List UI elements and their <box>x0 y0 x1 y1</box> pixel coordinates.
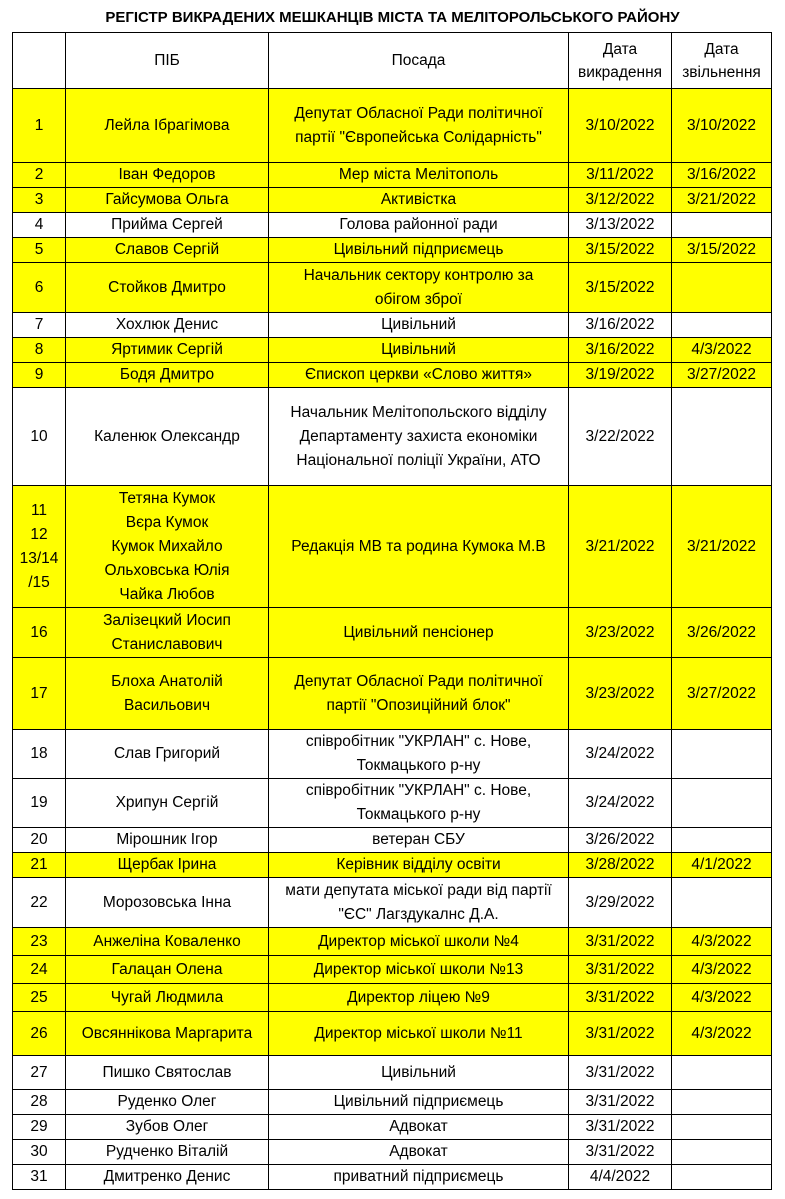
header-name: ПІБ <box>66 33 269 89</box>
cell-date-abducted: 3/28/2022 <box>569 853 672 878</box>
cell-date-abducted: 3/23/2022 <box>569 658 672 730</box>
cell-position: співробітник "УКРЛАН" с. Нове, Токмацького р-ну <box>269 779 569 828</box>
cell-position: Депутат Обласної Ради політичної партії "Опозиційний блок" <box>269 658 569 730</box>
cell-num: 11 12 13/14 /15 <box>13 486 66 608</box>
cell-date-abducted: 3/16/2022 <box>569 338 672 363</box>
cell-date-abducted: 3/15/2022 <box>569 263 672 313</box>
cell-name: Щербак Ірина <box>66 853 269 878</box>
page-title: РЕГІСТР ВИКРАДЕНИХ МЕШКАНЦІВ МІСТА ТА МЕЛІТОРОЛЬСЬКОГО РАЙОНУ <box>105 9 680 26</box>
cell-num: 28 <box>13 1090 66 1115</box>
cell-date-abducted: 3/15/2022 <box>569 238 672 263</box>
cell-position: Єпископ церкви «Слово життя» <box>269 363 569 388</box>
cell-num: 21 <box>13 853 66 878</box>
cell-date-released <box>672 388 772 486</box>
cell-position: приватний підприємець <box>269 1165 569 1190</box>
cell-num: 31 <box>13 1165 66 1190</box>
cell-date-abducted: 3/23/2022 <box>569 608 672 658</box>
cell-num: 30 <box>13 1140 66 1165</box>
cell-date-released: 3/27/2022 <box>672 658 772 730</box>
cell-date-released <box>672 213 772 238</box>
cell-position: Начальник Мелітопольского відділу Департаменту захиста економіки Національної поліції України, АТО <box>269 388 569 486</box>
cell-date-abducted: 3/11/2022 <box>569 163 672 188</box>
cell-num: 20 <box>13 828 66 853</box>
cell-position: Активістка <box>269 188 569 213</box>
cell-position: Голова районної ради <box>269 213 569 238</box>
table-row <box>13 1056 772 1090</box>
cell-date-released: 3/21/2022 <box>672 486 772 608</box>
cell-num: 1 <box>13 89 66 163</box>
cell-num: 10 <box>13 388 66 486</box>
cell-date-released <box>672 1140 772 1165</box>
cell-date-abducted: 3/13/2022 <box>569 213 672 238</box>
cell-date-abducted: 3/31/2022 <box>569 1115 672 1140</box>
table-row <box>13 779 772 828</box>
table-row <box>13 1012 772 1056</box>
table-row <box>13 1090 772 1115</box>
cell-date-released <box>672 828 772 853</box>
cell-date-released: 3/21/2022 <box>672 188 772 213</box>
cell-name: Стойков Дмитро <box>66 263 269 313</box>
cell-name: Галацан Олена <box>66 956 269 984</box>
cell-date-abducted: 3/24/2022 <box>569 730 672 779</box>
cell-name: Іван Федоров <box>66 163 269 188</box>
cell-name: Тетяна Кумок Вєра Кумок Кумок Михайло Ольховська Юлія Чайка Любов <box>66 486 269 608</box>
cell-position: Директор міської школи №11 <box>269 1012 569 1056</box>
header-position: Посада <box>269 33 569 89</box>
cell-date-released <box>672 779 772 828</box>
cell-date-released: 3/27/2022 <box>672 363 772 388</box>
cell-position: Цивільний <box>269 313 569 338</box>
table-row <box>13 238 772 263</box>
table-row <box>13 388 772 486</box>
cell-date-abducted: 3/31/2022 <box>569 956 672 984</box>
cell-num: 24 <box>13 956 66 984</box>
cell-position: Цивільний <box>269 338 569 363</box>
cell-date-abducted: 3/31/2022 <box>569 984 672 1012</box>
cell-date-released: 3/16/2022 <box>672 163 772 188</box>
cell-date-abducted: 3/24/2022 <box>569 779 672 828</box>
cell-date-abducted: 3/22/2022 <box>569 388 672 486</box>
cell-name: Гайсумова Ольга <box>66 188 269 213</box>
cell-position: Адвокат <box>269 1140 569 1165</box>
table-row <box>13 1165 772 1190</box>
table-row <box>13 1115 772 1140</box>
table-row <box>13 956 772 984</box>
cell-name: Дмитренко Денис <box>66 1165 269 1190</box>
cell-date-released: 3/10/2022 <box>672 89 772 163</box>
table-row <box>13 338 772 363</box>
cell-date-released: 4/3/2022 <box>672 338 772 363</box>
cell-position: Директор міської школи №4 <box>269 928 569 956</box>
cell-position: Цивільний підприємець <box>269 238 569 263</box>
table-row <box>13 658 772 730</box>
cell-name: Пишко Святослав <box>66 1056 269 1090</box>
cell-name: Блоха Анатолій Васильович <box>66 658 269 730</box>
cell-date-released: 4/3/2022 <box>672 928 772 956</box>
cell-date-released <box>672 1165 772 1190</box>
cell-name: Рудченко Віталій <box>66 1140 269 1165</box>
cell-name: Хрипун Сергій <box>66 779 269 828</box>
cell-position: мати депутата міської ради від партії "ЄС" Лагздукалнс Д.А. <box>269 878 569 928</box>
cell-name: Лейла Ібрагімова <box>66 89 269 163</box>
cell-position: ветеран СБУ <box>269 828 569 853</box>
table-row <box>13 363 772 388</box>
cell-name: Овсяннікова Маргарита <box>66 1012 269 1056</box>
cell-date-released: 4/3/2022 <box>672 984 772 1012</box>
cell-date-abducted: 3/16/2022 <box>569 313 672 338</box>
cell-date-released: 4/3/2022 <box>672 956 772 984</box>
cell-date-released <box>672 263 772 313</box>
cell-date-released <box>672 730 772 779</box>
table-row <box>13 984 772 1012</box>
cell-date-released: 3/26/2022 <box>672 608 772 658</box>
cell-date-released <box>672 878 772 928</box>
table-row <box>13 486 772 608</box>
header-num <box>13 33 66 89</box>
cell-name: Каленюк Олександр <box>66 388 269 486</box>
cell-date-abducted: 3/29/2022 <box>569 878 672 928</box>
cell-date-released <box>672 1056 772 1090</box>
cell-num: 16 <box>13 608 66 658</box>
cell-name: Яртимик Сергій <box>66 338 269 363</box>
cell-position: Цивільний підприємець <box>269 1090 569 1115</box>
cell-num: 18 <box>13 730 66 779</box>
table-row <box>13 188 772 213</box>
cell-num: 2 <box>13 163 66 188</box>
table-row <box>13 163 772 188</box>
cell-date-abducted: 3/31/2022 <box>569 1090 672 1115</box>
cell-num: 7 <box>13 313 66 338</box>
table-row <box>13 928 772 956</box>
cell-date-abducted: 3/31/2022 <box>569 1056 672 1090</box>
cell-date-abducted: 3/12/2022 <box>569 188 672 213</box>
cell-date-abducted: 3/21/2022 <box>569 486 672 608</box>
cell-num: 19 <box>13 779 66 828</box>
header-row <box>13 33 772 89</box>
table-row <box>13 608 772 658</box>
cell-name: Анжеліна Коваленко <box>66 928 269 956</box>
table-row <box>13 1140 772 1165</box>
cell-num: 27 <box>13 1056 66 1090</box>
cell-position: Редакція МВ та родина Кумока М.В <box>269 486 569 608</box>
cell-num: 5 <box>13 238 66 263</box>
cell-name: Руденко Олег <box>66 1090 269 1115</box>
cell-date-abducted: 3/19/2022 <box>569 363 672 388</box>
cell-name: Мірошник Ігор <box>66 828 269 853</box>
cell-date-abducted: 3/31/2022 <box>569 928 672 956</box>
cell-date-released: 4/3/2022 <box>672 1012 772 1056</box>
cell-position: Адвокат <box>269 1115 569 1140</box>
cell-date-released: 3/15/2022 <box>672 238 772 263</box>
cell-num: 8 <box>13 338 66 363</box>
cell-position: Директор міської школи №13 <box>269 956 569 984</box>
cell-position: Депутат Обласної Ради політичної партії "Європейська Солідарність" <box>269 89 569 163</box>
cell-num: 25 <box>13 984 66 1012</box>
cell-name: Бодя Дмитро <box>66 363 269 388</box>
cell-name: Морозовська Інна <box>66 878 269 928</box>
cell-date-abducted: 3/26/2022 <box>569 828 672 853</box>
cell-position: Начальник сектору контролю за обігом зброї <box>269 263 569 313</box>
cell-date-abducted: 3/31/2022 <box>569 1140 672 1165</box>
cell-date-abducted: 3/31/2022 <box>569 1012 672 1056</box>
cell-position: Керівник відділу освіти <box>269 853 569 878</box>
cell-num: 9 <box>13 363 66 388</box>
cell-date-released: 4/1/2022 <box>672 853 772 878</box>
cell-num: 23 <box>13 928 66 956</box>
cell-name: Прийма Сергей <box>66 213 269 238</box>
cell-name: Залізецкий Иосип Станиславович <box>66 608 269 658</box>
cell-num: 4 <box>13 213 66 238</box>
header-date-abducted: Дата викрадення <box>569 33 672 89</box>
table-row <box>13 730 772 779</box>
cell-position: Директор ліцею №9 <box>269 984 569 1012</box>
table-row <box>13 89 772 163</box>
table-row <box>13 828 772 853</box>
cell-name: Славов Сергій <box>66 238 269 263</box>
table-row <box>13 853 772 878</box>
cell-name: Зубов Олег <box>66 1115 269 1140</box>
cell-num: 26 <box>13 1012 66 1056</box>
cell-date-released <box>672 1090 772 1115</box>
cell-name: Чугай Людмила <box>66 984 269 1012</box>
table-row <box>13 263 772 313</box>
cell-num: 6 <box>13 263 66 313</box>
cell-position: Мер міста Мелітополь <box>269 163 569 188</box>
cell-date-released <box>672 313 772 338</box>
table-row <box>13 878 772 928</box>
cell-num: 29 <box>13 1115 66 1140</box>
cell-name: Слав Григорий <box>66 730 269 779</box>
cell-num: 3 <box>13 188 66 213</box>
cell-num: 17 <box>13 658 66 730</box>
cell-position: співробітник "УКРЛАН" с. Нове, Токмацького р-ну <box>269 730 569 779</box>
cell-date-released <box>672 1115 772 1140</box>
table-row <box>13 213 772 238</box>
header-date-released: Дата звільнення <box>672 33 772 89</box>
cell-name: Хохлюк Денис <box>66 313 269 338</box>
cell-date-abducted: 3/10/2022 <box>569 89 672 163</box>
cell-position: Цивільний пенсіонер <box>269 608 569 658</box>
cell-date-abducted: 4/4/2022 <box>569 1165 672 1190</box>
cell-num: 22 <box>13 878 66 928</box>
cell-position: Цивільний <box>269 1056 569 1090</box>
register-table <box>12 32 772 1190</box>
table-row <box>13 313 772 338</box>
